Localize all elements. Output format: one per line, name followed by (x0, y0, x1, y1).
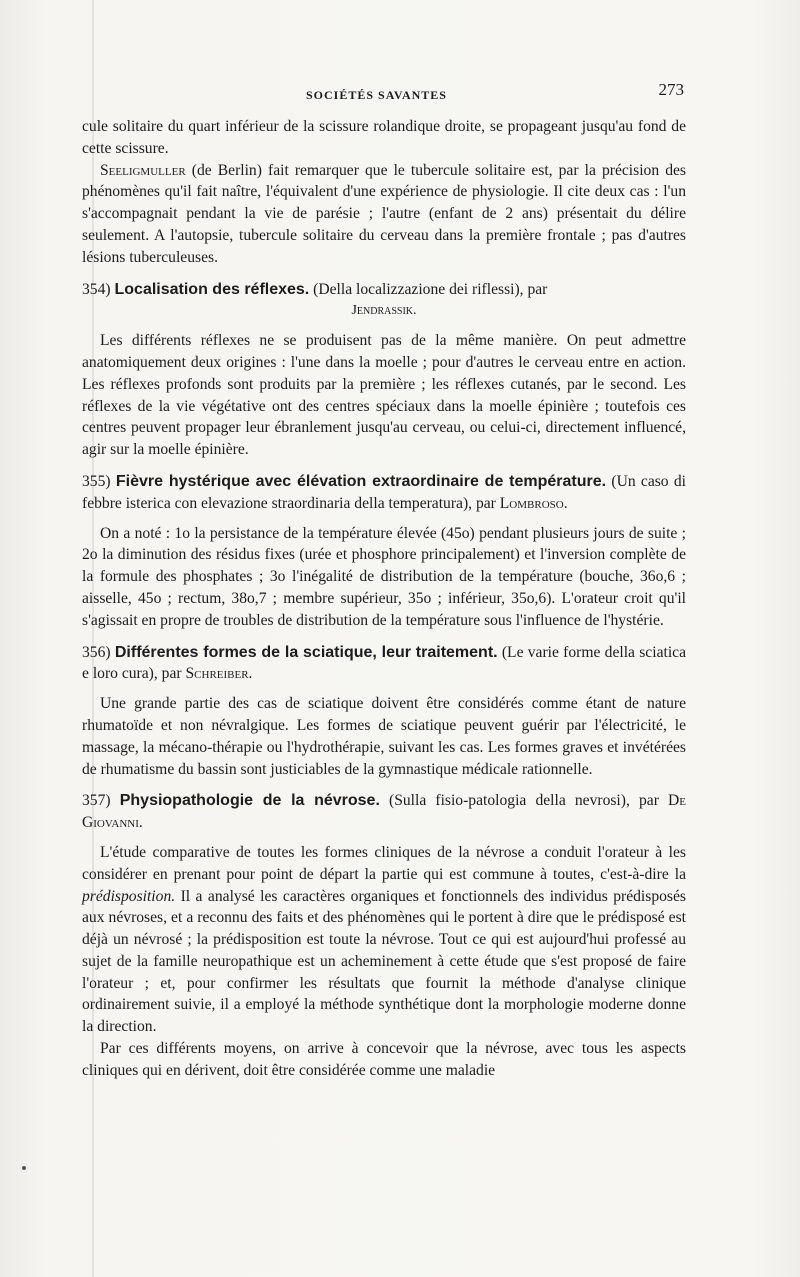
section-number: 356) (82, 643, 111, 661)
section-356 (82, 642, 686, 781)
section-author: Lombroso. (499, 494, 568, 512)
section-title: Fièvre hystérique avec élévation extraordinaire de température. (115, 472, 607, 490)
section-body (82, 842, 686, 1038)
section-heading (82, 279, 686, 323)
section-subtitle: (Sulla fisio-patologia della nevrosi), par (389, 792, 659, 810)
page-number: 273 (658, 80, 684, 99)
section-subtitle: (Un caso di febbre isterica con elevazione straordinaria della temperatura), par (82, 472, 687, 512)
section-title: Physiopathologie de la névrose. (119, 792, 380, 810)
section-357 (82, 790, 686, 1081)
section-author: De Giovanni. (82, 792, 686, 832)
section-heading (82, 642, 686, 686)
section-355 (82, 471, 686, 632)
intro-author: Seeligmuller (100, 161, 186, 179)
page-content (82, 116, 686, 1082)
intro-paragraph-2-text: (de Berlin) fait remarquer que le tubercule solitaire est, par la précision des phénomènes qu'il fait naître, l'équivalent d'une expérience de physiologie. Il cite deux cas : l'un s'accompagnait pendant la vie de parésie ; l'autre (enfant de 2 ans) présentait du délire seulement. A l'autopsie, tubercule solitaire du cerveau dans la première frontale ; pas d'autres lésions tuberculeuses. (82, 161, 686, 266)
section-subtitle: (Della localizzazione dei riflessi), par (313, 280, 548, 298)
section-body: Une grande partie des cas de sciatique doivent être considérés comme étant de nature rhumatoïde et non névralgique. Les formes de sciatique peuvent guérir par l'électricité, le massage, la mécano-thérapie ou l'hydrothérapie, suivant les cas. Les formes graves et invétérées de rhumatisme du bassin sont justiciables de la gymnastique médicale rationnelle. (82, 695, 686, 778)
section-body-part-b: Il a analysé les caractères organiques et fonctionnels des individus prédisposés aux névroses, et a reconnu des faits et des phénomènes qui le portent à dire que le prédisposé est déjà un névrosé ; la prédisposition est toute la névrose. Tout ce qui est aujourd'hui professé au sujet de la famille neuropathique est un acheminement à cette étude que s'est proposé de faire l'orateur ; et, pour confirmer les résultats que fournit la méthode d'analyse clinique ordinairement suivie, il a employé la méthode synthétique dont la morphologie moderne donne la direction. (82, 887, 686, 1036)
section-author: Jendrassik. (351, 303, 417, 319)
section-subtitle: (Le varie forme della sciatica e loro cura), par (82, 643, 686, 683)
section-body: Les différents réflexes ne se produisent pas de la même manière. On peut admettre anatomiquement deux origines : l'une dans la moelle ; pour d'autres le cerveau entre en action. Les réflexes profonds sont produits par la première ; les réflexes cutanés, par le second. Les réflexes de la vie végétative ont des centres spéciaux dans la moelle épinière ; toutefois ces centres peuvent propager leur ébranlement jusqu'au cerveau, ou celui-ci, directement influencé, agir sur la moelle épinière. (82, 332, 686, 459)
section-number: 354) (82, 280, 111, 298)
section-author: Schreiber. (185, 665, 253, 683)
section-body-2: Par ces différents moyens, on arrive à concevoir que la névrose, avec tous les aspects cliniques qui en dérivent, doit être considérée comme une maladie (82, 1040, 686, 1079)
page-header (88, 80, 684, 104)
section-body-emphasis: prédisposition. (82, 887, 176, 905)
section-number: 357) (82, 792, 111, 810)
intro-paragraph-1: cule solitaire du quart inférieur de la scissure rolandique droite, se propageant jusqu'au fond de cette scissure. (82, 118, 686, 157)
section-body: On a noté : 1o la persistance de la température élevée (45o) pendant plusieurs jours de suite ; 2o la diminution des résidus fixes (urée et phosphore principalement) et l'inversion complète de la formule des phosphates ; 3o l'inégalité de distribution de la température (bouche, 36o,6 ; aisselle, 45o ; rectum, 38o,7 ; membre supérieur, 35o ; inférieur, 35o,6). L'orateur croit qu'il s'agissait en propre de troubles de distribution de la température sous l'influence de l'hystérie. (82, 524, 686, 629)
section-body-part-a: L'étude comparative de toutes les formes cliniques de la névrose a conduit l'orateur à les considérer en prenant pour point de départ la partie qui est commune à toutes, c'est-à-dire la (82, 843, 686, 883)
section-heading (82, 790, 686, 834)
section-title: Différentes formes de la sciatique, leur traitement. (114, 643, 498, 661)
section-title: Localisation des réflexes. (114, 280, 310, 298)
section-heading (82, 471, 686, 515)
margin-ink-dot (22, 1166, 26, 1170)
intro-paragraph-2 (82, 160, 686, 269)
running-head: SOCIÉTÉS SAVANTES (306, 88, 447, 102)
section-number: 355) (82, 472, 111, 490)
section-354 (82, 279, 686, 461)
